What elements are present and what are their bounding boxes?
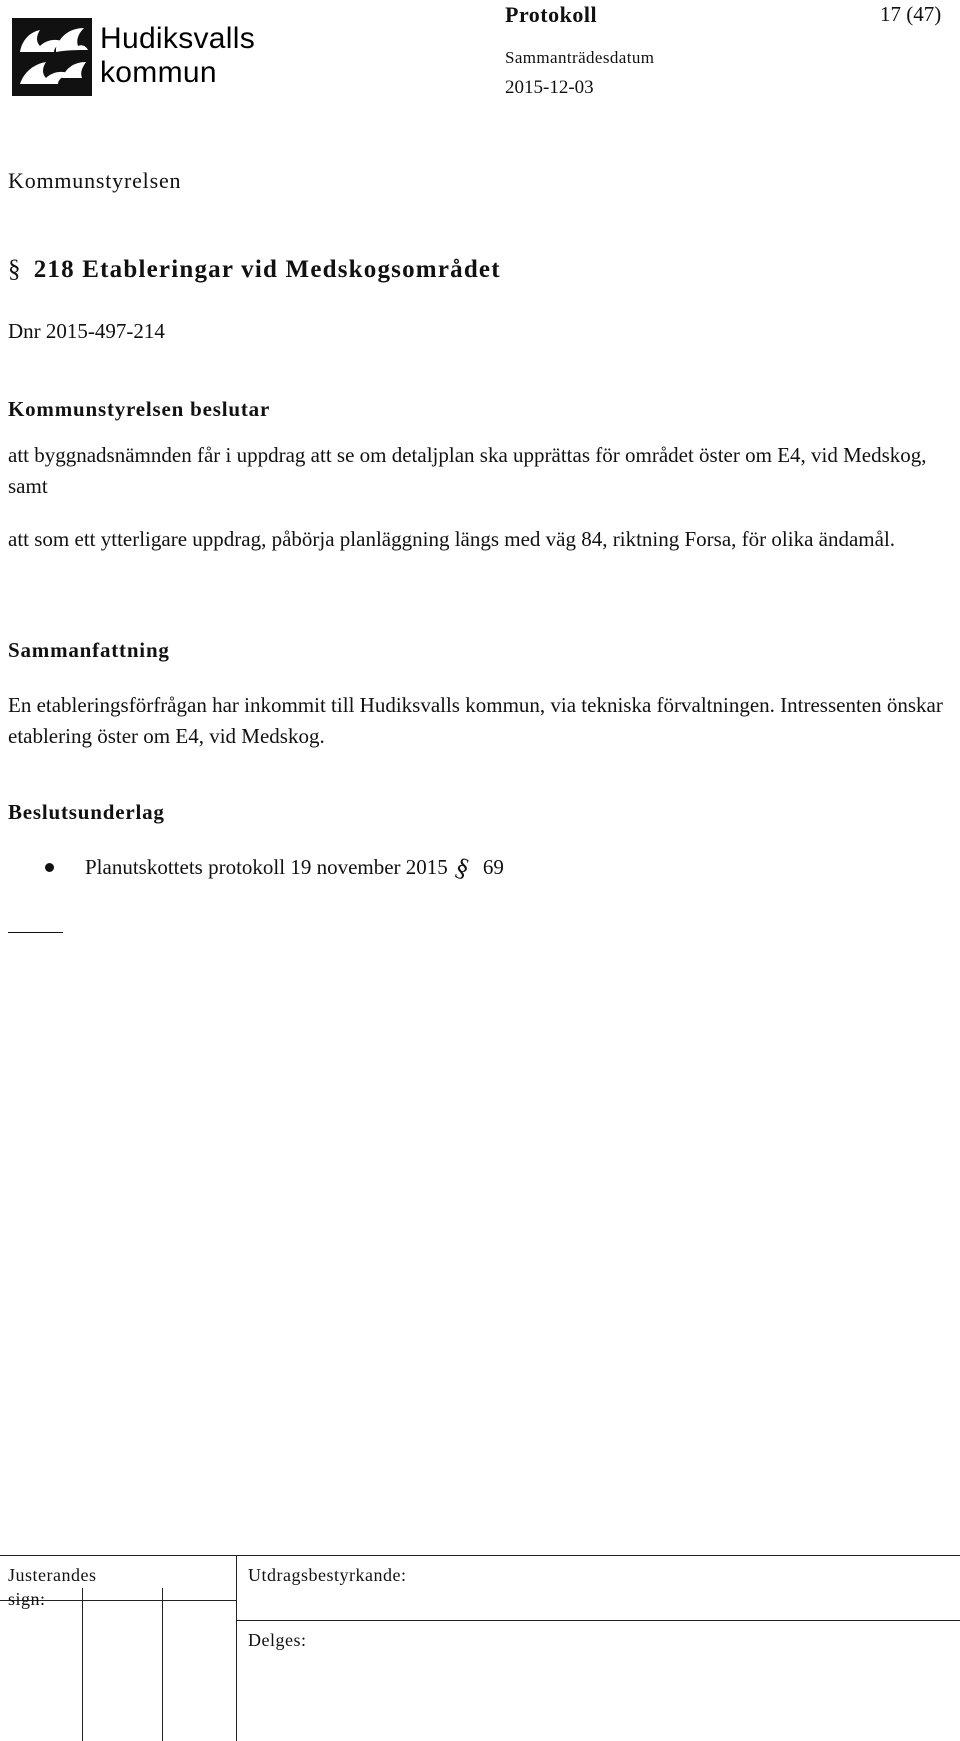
footer-column-divider <box>236 1555 237 1741</box>
logo-line-2: kommun <box>100 56 217 89</box>
basis-heading: Beslutsunderlag <box>8 800 165 824</box>
committee-name: Kommunstyrelsen <box>8 168 182 193</box>
basis-item-number: 69 <box>482 855 504 879</box>
basis-list-item <box>45 851 504 883</box>
decision-item-1: att byggnadsnämnden får i uppdrag att se om detaljplan ska upprättas för området öster om E4, vid Medskog, samt <box>8 443 927 498</box>
footer-inner-rule <box>236 1620 960 1621</box>
document-type: Protokoll <box>505 2 598 27</box>
footer-top-rule <box>0 1555 960 1556</box>
paragraph-heading <box>8 256 501 284</box>
distribution-label: Delges: <box>248 1630 307 1650</box>
paragraph-title: 218 Etableringar vid Medskogsområdet <box>33 256 501 283</box>
meeting-date-label: Sammanträdesdatum <box>505 48 655 67</box>
summary-heading: Sammanfattning <box>8 638 170 662</box>
summary-text: En etableringsförfrågan har inkommit till Hudiksvalls kommun, via tekniska förvaltningen. Intressenten önskar etablering öster om E4, vid Medskog. <box>8 693 943 748</box>
meeting-date-value: 2015-12-03 <box>505 77 594 98</box>
page-indicator: 17 (47) <box>880 2 942 26</box>
decision-item-2: att som ett ytterligare uppdrag, påbörja planläggning längs med väg 84, riktning Forsa, för olika ändamål. <box>8 527 896 551</box>
separator-rule <box>8 932 63 933</box>
adjusters-sign-label: Justerandes sign: <box>8 1565 97 1609</box>
goat-emblem-icon <box>12 18 92 96</box>
decision-heading: Kommunstyrelsen beslutar <box>8 397 271 421</box>
municipality-logo <box>12 18 282 96</box>
basis-item-text: Planutskottets protokoll 19 november 2015 <box>85 855 448 879</box>
sign-box-divider-2 <box>162 1588 163 1741</box>
bullet-icon <box>45 863 54 872</box>
logo-line-1: Hudiksvalls <box>100 22 256 55</box>
paragraph-sign: § <box>8 256 22 283</box>
basis-item-sign: § <box>451 851 474 883</box>
diary-number: Dnr 2015-497-214 <box>8 319 165 343</box>
extract-certification-label: Utdragsbestyrkande: <box>248 1565 407 1585</box>
